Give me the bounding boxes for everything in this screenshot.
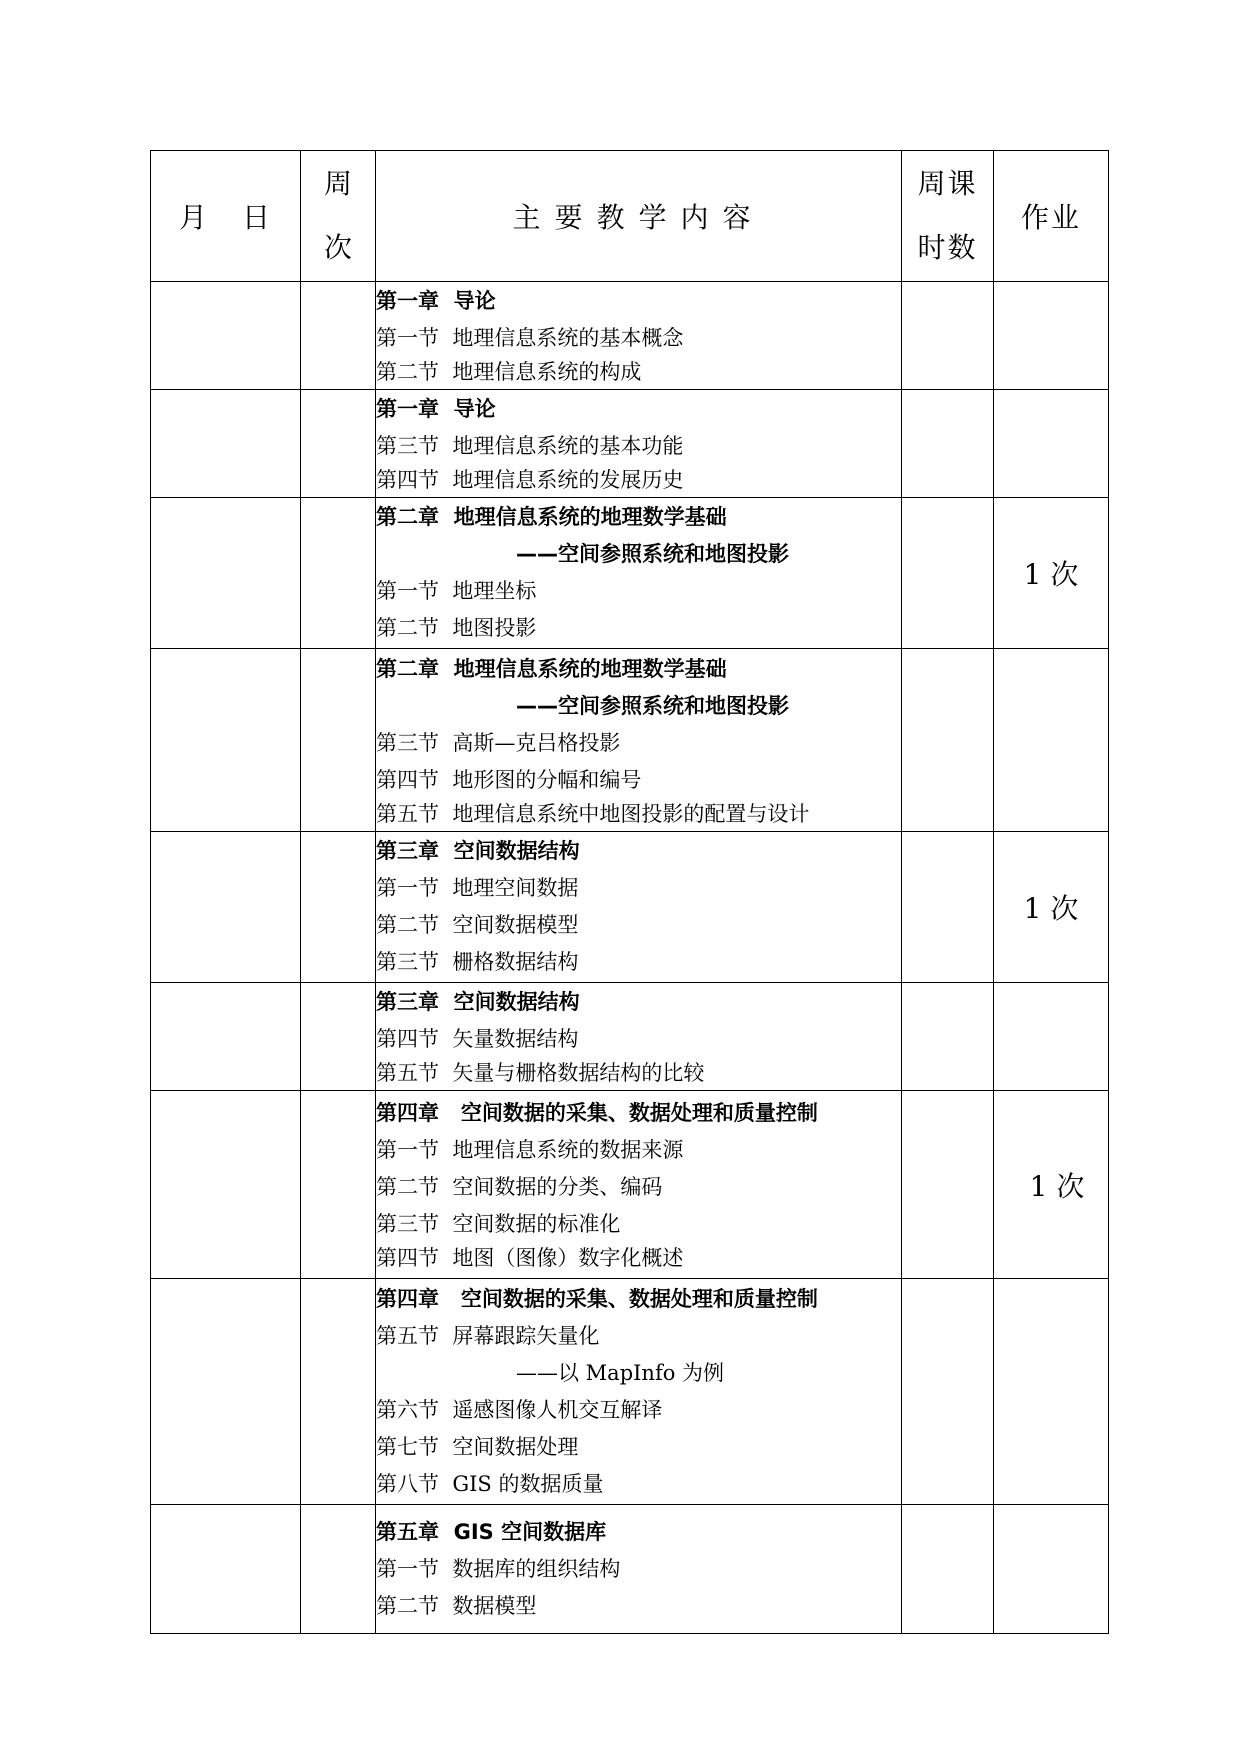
content-cell <box>376 1091 902 1279</box>
chapter-title: 第二章 地理信息系统的地理数学基础 <box>376 656 727 681</box>
section-title: 第二节 地理信息系统的构成 <box>376 360 642 384</box>
section-title: 第一节 地理坐标 <box>376 579 537 603</box>
content-cell <box>376 282 902 390</box>
week-cell <box>301 1091 376 1279</box>
hours-cell <box>902 649 994 832</box>
hours-cell <box>902 1091 994 1279</box>
schedule-row <box>151 832 1109 983</box>
content-cell <box>376 498 902 649</box>
homework-cell: 1 次 <box>994 498 1109 649</box>
section-title: 第三节 栅格数据结构 <box>376 950 579 974</box>
chapter-title: 第五章 GIS 空间数据库 <box>376 1519 607 1544</box>
week-cell <box>301 832 376 983</box>
content-cell <box>376 1505 902 1634</box>
schedule-row <box>151 983 1109 1091</box>
section-title: 第一节 地理信息系统的数据来源 <box>376 1138 684 1162</box>
week-cell <box>301 498 376 649</box>
chapter-title: 第二章 地理信息系统的地理数学基础 <box>376 505 727 529</box>
week-cell <box>301 282 376 390</box>
week-cell <box>301 390 376 498</box>
section-title: 第五节 地理信息系统中地图投影的配置与设计 <box>376 801 810 826</box>
header-content: 主要教学内容 <box>376 151 902 282</box>
chapter-title: 第四章 空间数据的采集、数据处理和质量控制 <box>376 1101 818 1125</box>
schedule-row <box>151 390 1109 498</box>
section-title: 第四节 地图（图像）数字化概述 <box>376 1246 684 1270</box>
week-cell <box>301 1505 376 1634</box>
chapter-title: ——空间参照系统和地图投影 <box>516 542 789 566</box>
section-title: 第三节 地理信息系统的基本功能 <box>376 434 684 458</box>
section-title: 第七节 空间数据处理 <box>376 1434 579 1459</box>
header-row <box>151 151 1109 282</box>
date-cell <box>151 390 301 498</box>
section-title: 第一节 地理空间数据 <box>376 876 579 900</box>
section-title: 第四节 矢量数据结构 <box>376 1027 579 1051</box>
homework-cell <box>994 983 1109 1091</box>
section-title: 第二节 地图投影 <box>376 616 537 640</box>
date-cell <box>151 983 301 1091</box>
section-title: ——以 MapInfo 为例 <box>516 1360 725 1385</box>
header-hours-line2: 时数 <box>917 231 978 264</box>
section-title: 第一节 数据库的组织结构 <box>376 1556 621 1581</box>
hours-cell <box>902 1505 994 1634</box>
section-title: 第四节 地形图的分幅和编号 <box>376 767 642 792</box>
header-homework: 作业 <box>994 151 1109 282</box>
date-cell <box>151 498 301 649</box>
chapter-title: 第一章 导论 <box>376 397 496 421</box>
section-title: 第八节 GIS 的数据质量 <box>376 1471 604 1496</box>
content-cell <box>376 390 902 498</box>
header-month: 月 <box>179 201 208 234</box>
hours-cell <box>902 282 994 390</box>
section-title: 第六节 遥感图像人机交互解译 <box>376 1397 663 1422</box>
section-title: 第五节 屏幕跟踪矢量化 <box>376 1323 600 1348</box>
week-cell <box>301 1279 376 1505</box>
content-cell <box>376 1279 902 1505</box>
date-cell <box>151 282 301 390</box>
homework-cell: 1 次 <box>994 832 1109 983</box>
hours-cell <box>902 498 994 649</box>
section-title: 第四节 地理信息系统的发展历史 <box>376 468 684 492</box>
section-title: 第二节 空间数据模型 <box>376 913 579 937</box>
date-cell <box>151 832 301 983</box>
schedule-row <box>151 282 1109 390</box>
content-cell <box>376 649 902 832</box>
date-cell <box>151 649 301 832</box>
header-hours-line1: 周课 <box>917 167 978 200</box>
section-title: 第一节 地理信息系统的基本概念 <box>376 326 684 350</box>
header-week-line2: 次 <box>323 231 352 264</box>
date-cell <box>151 1091 301 1279</box>
hours-cell <box>902 1279 994 1505</box>
date-cell <box>151 1279 301 1505</box>
header-week <box>301 151 376 282</box>
homework-cell <box>994 1505 1109 1634</box>
content-cell <box>376 983 902 1091</box>
hours-cell <box>902 832 994 983</box>
homework-cell <box>994 282 1109 390</box>
week-cell <box>301 649 376 832</box>
header-month-day <box>151 151 301 282</box>
chapter-title: 第一章 导论 <box>376 289 496 313</box>
schedule-table <box>150 150 1109 1634</box>
section-title: 第三节 空间数据的标准化 <box>376 1212 621 1236</box>
homework-cell <box>994 1279 1109 1505</box>
schedule-row <box>151 1505 1109 1634</box>
homework-cell <box>994 390 1109 498</box>
chapter-title: 第四章 空间数据的采集、数据处理和质量控制 <box>376 1286 818 1311</box>
schedule-row <box>151 649 1109 832</box>
header-week-line1: 周 <box>323 167 352 200</box>
hours-cell <box>902 983 994 1091</box>
header-day: 日 <box>241 201 270 234</box>
section-title: 第二节 空间数据的分类、编码 <box>376 1175 663 1199</box>
week-cell <box>301 983 376 1091</box>
content-cell <box>376 832 902 983</box>
schedule-row <box>151 498 1109 649</box>
schedule-row <box>151 1091 1109 1279</box>
hours-cell <box>902 390 994 498</box>
homework-cell: 1 次 <box>994 1091 1109 1279</box>
section-title: 第三节 高斯—克吕格投影 <box>376 730 621 755</box>
homework-cell <box>994 649 1109 832</box>
date-cell <box>151 1505 301 1634</box>
schedule-row <box>151 1279 1109 1505</box>
section-title: 第二节 数据模型 <box>376 1593 537 1618</box>
chapter-title: 第三章 空间数据结构 <box>376 839 580 863</box>
header-hours <box>902 151 994 282</box>
chapter-title: ——空间参照系统和地图投影 <box>516 693 789 718</box>
chapter-title: 第三章 空间数据结构 <box>376 990 580 1014</box>
section-title: 第五节 矢量与栅格数据结构的比较 <box>376 1061 705 1085</box>
schedule-body <box>151 282 1109 1634</box>
